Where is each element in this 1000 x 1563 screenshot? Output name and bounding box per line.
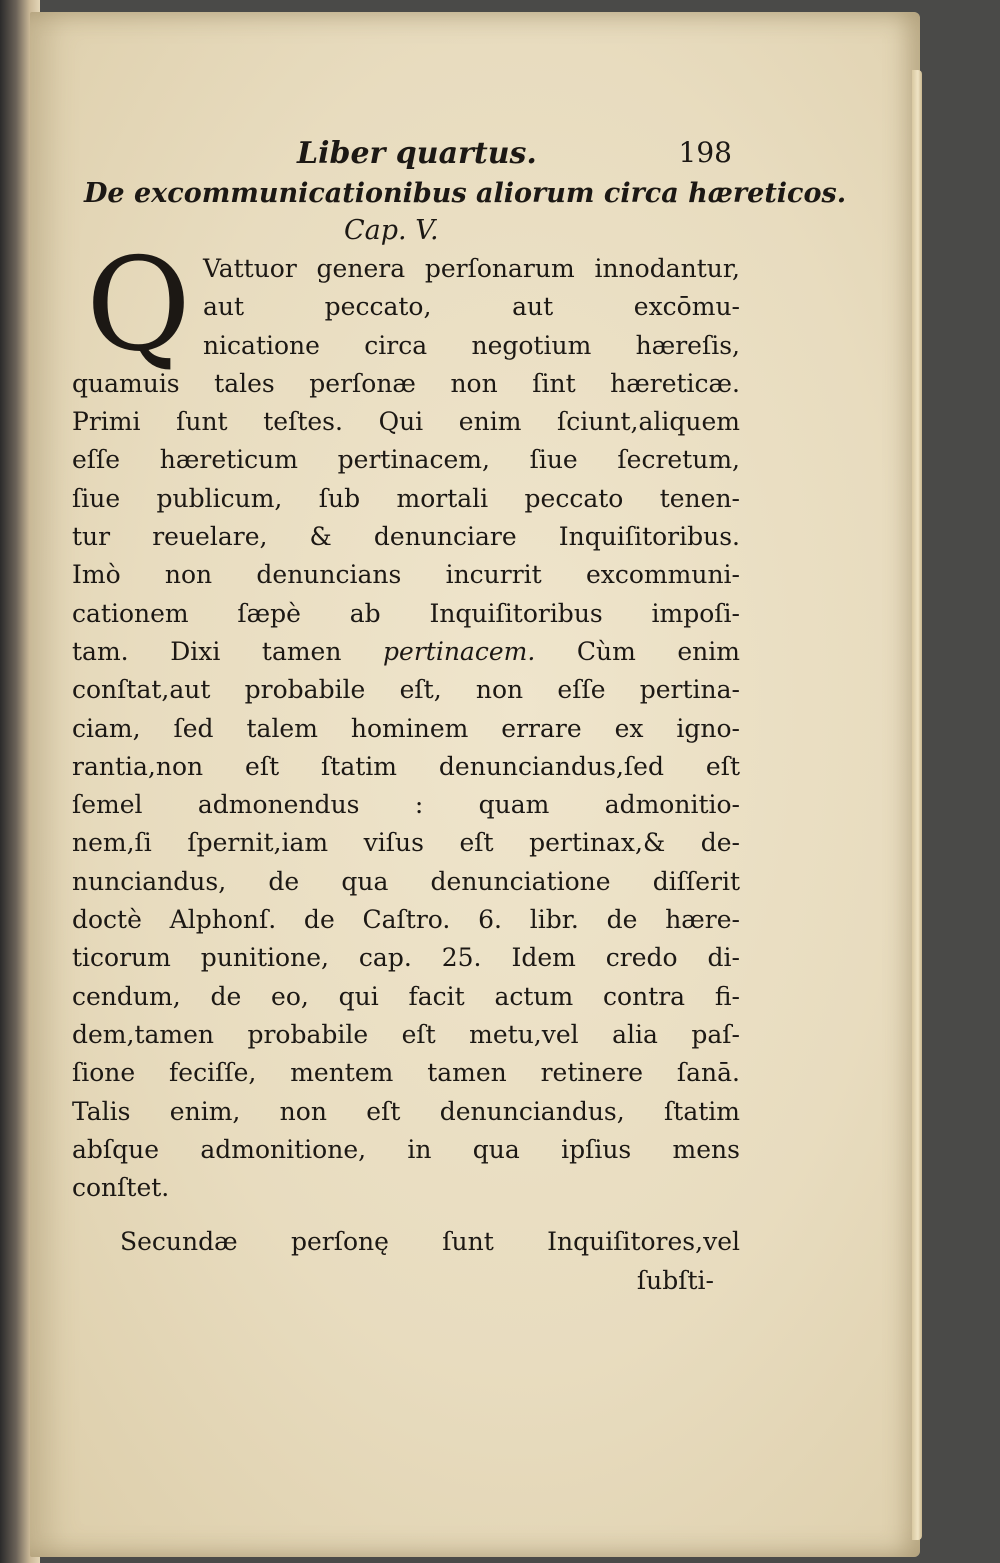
text-line: Primi ſunt teſtes. Qui enim ſciunt,aliquem bbox=[72, 407, 740, 437]
emphasis-text: pertinacem. bbox=[383, 636, 536, 666]
text-line: rantia,non eſt ſtatim denunciandus,ſed eſt bbox=[72, 751, 740, 781]
text-line: nem,ſi ſpernit,iam viſus eſt pertinax,& de- bbox=[72, 828, 740, 858]
text-segment: Dixi tamen bbox=[170, 636, 342, 666]
text-line: nunciandus, de qua denunciatione diſſerit bbox=[72, 866, 740, 896]
page-edge bbox=[912, 70, 922, 1540]
text-line-tam bbox=[72, 633, 740, 671]
text-line: eſſe hæreticum pertinacem, ſiue ſecretum, bbox=[72, 445, 740, 475]
text-line: conſtat,aut probabile eſt, non eſſe pertina- bbox=[72, 675, 740, 705]
text-line: ſiue publicum, ſub mortali peccato tenen- bbox=[72, 483, 740, 513]
text-line: Vattuor genera perſonarum innodantur, aut peccato, aut excōmu- bbox=[202, 254, 740, 322]
text-line: doctè Alphonſ. de Caſtro. 6. libr. de hære- bbox=[72, 905, 740, 935]
text-line: abſque admonitione, in qua ipſius mens bbox=[72, 1134, 740, 1164]
text-line: ciam, ſed talem hominem errare ex igno- bbox=[72, 713, 740, 743]
chapter-number: Cap. V. bbox=[344, 215, 439, 246]
text-line: nicatione circa negotium hæreſis, bbox=[202, 330, 740, 360]
text-segment: tam. bbox=[72, 636, 129, 666]
text-line: ticorum punitione, cap. 25. Idem credo di- bbox=[72, 943, 740, 973]
page-header bbox=[72, 128, 740, 176]
running-head: Liber quartus. bbox=[297, 136, 537, 171]
text-line: Secundæ perſonę ſunt Inquiſitores,vel bbox=[120, 1227, 740, 1257]
drop-cap: Q bbox=[86, 231, 191, 380]
chapter-title: De excommunicationibus aliorum circa hæreticos. bbox=[84, 178, 847, 209]
text-line: ſemel admonendus : quam admonitio- bbox=[72, 790, 740, 820]
catchword: ſubſti- bbox=[636, 1265, 714, 1295]
page-number: 198 bbox=[678, 136, 732, 169]
text-line: ſione feciſſe, mentem tamen retinere ſanā. bbox=[72, 1058, 740, 1088]
text-line: quamuis tales perſonæ non ſint hæreticæ. bbox=[72, 368, 740, 398]
page-text bbox=[72, 128, 847, 1300]
text-segment: Cùm enim bbox=[576, 636, 740, 666]
text-line-last: conſtet. bbox=[72, 1173, 170, 1203]
text-line: cendum, de eo, qui facit actum contra fi- bbox=[72, 981, 740, 1011]
text-line: cationem ſæpè ab Inquiſitoribus impoſi- bbox=[72, 598, 740, 628]
text-line: tur reuelare, & denunciare Inquiſitoribus. bbox=[72, 522, 740, 552]
text-line: Talis enim, non eſt denunciandus, ſtatim bbox=[72, 1096, 740, 1126]
text-line: dem,tamen probabile eſt metu,vel alia paſ- bbox=[72, 1019, 740, 1049]
paragraph-1 bbox=[72, 231, 740, 1207]
paragraph-2 bbox=[72, 1223, 740, 1299]
text-line: Imò non denuncians incurrit excommuni- bbox=[72, 560, 740, 590]
